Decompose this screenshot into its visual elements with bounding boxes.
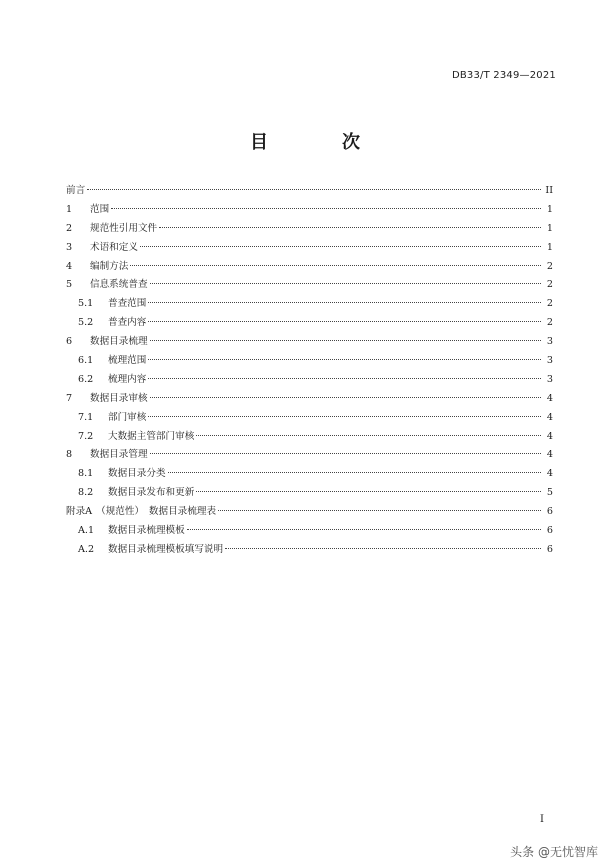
toc-entry[interactable] <box>66 371 553 390</box>
toc-entry-label: 普查内容 <box>108 317 147 329</box>
toc-entry-number: 7.2 <box>78 430 94 442</box>
toc-entry-label: 梳理范围 <box>108 355 147 367</box>
toc-entry-number: 8 <box>66 449 73 461</box>
toc-entry-number: 8.2 <box>78 487 94 499</box>
toc-leader-dots <box>187 529 541 530</box>
toc-leader-dots <box>150 453 541 454</box>
toc-entry-page: 2 <box>546 317 553 329</box>
toc-entry-page: 4 <box>546 430 553 442</box>
toc-leader-dots <box>148 321 541 322</box>
toc-entry-label: 前言 <box>66 185 86 196</box>
toc-entry-label: 数据目录梳理模板填写说明 <box>108 543 224 555</box>
toc-entry-number: A.2 <box>78 543 95 555</box>
toc-entry-label: 数据目录梳理模板 <box>108 525 185 537</box>
toc-leader-dots <box>159 227 541 228</box>
toc-entry-label: 数据目录梳理 <box>90 336 148 348</box>
toc-entry-label: 普查范围 <box>108 298 147 310</box>
toc-entry-page: 1 <box>546 222 553 234</box>
toc-entry-page: 1 <box>546 241 553 253</box>
toc-leader-dots <box>218 510 541 511</box>
toc-entry[interactable] <box>66 484 553 503</box>
toc-entry-page: 2 <box>546 298 553 310</box>
toc-leader-dots <box>196 491 541 492</box>
toc-entry-label: 梳理内容 <box>108 373 147 385</box>
toc-entry-number: 5 <box>66 279 73 291</box>
toc-entry-page: 4 <box>546 411 553 423</box>
toc-entry-number: 8.1 <box>78 468 94 480</box>
toc-entry-number: 7 <box>66 392 73 404</box>
toc-entry[interactable] <box>66 201 553 220</box>
document-code: DB33/T 2349—2021 <box>451 70 556 81</box>
toc-leader-dots <box>225 548 541 549</box>
table-of-contents <box>66 182 553 560</box>
toc-entry[interactable] <box>66 446 553 465</box>
toc-entry-page: 2 <box>546 260 553 272</box>
toc-leader-dots <box>148 359 541 360</box>
toc-leader-dots <box>87 189 541 190</box>
toc-entry-page: 5 <box>546 487 553 499</box>
toc-entry[interactable] <box>66 220 553 239</box>
toc-leader-dots <box>148 378 541 379</box>
toc-entry-label: 部门审核 <box>108 411 147 423</box>
toc-entry[interactable] <box>66 409 553 428</box>
toc-entry-page: 4 <box>546 449 553 461</box>
toc-entry-page: 3 <box>546 355 553 367</box>
toc-entry[interactable] <box>66 276 553 295</box>
toc-entry-label: 数据目录分类 <box>108 468 166 480</box>
toc-entry-number: 4 <box>66 260 73 272</box>
toc-entry-page: 3 <box>546 373 553 385</box>
toc-leader-dots <box>148 416 541 417</box>
toc-entry-page: 6 <box>546 543 553 555</box>
toc-entry-number: 2 <box>66 222 73 234</box>
toc-entry-number: A.1 <box>78 525 95 537</box>
toc-entry-label: 数据目录管理 <box>90 449 148 461</box>
toc-entry-number: 6.2 <box>78 373 94 385</box>
toc-entry-label: 术语和定义 <box>90 241 138 253</box>
toc-entry[interactable] <box>66 258 553 277</box>
page-title: 目 次 <box>250 132 388 153</box>
toc-entry-label: 数据目录发布和更新 <box>108 487 195 499</box>
toc-entry-page: 4 <box>546 468 553 480</box>
toc-entry-page: 6 <box>546 525 553 537</box>
toc-entry[interactable] <box>66 428 553 447</box>
toc-leader-dots <box>150 340 541 341</box>
toc-entry[interactable] <box>66 295 553 314</box>
toc-entry-number: 附录A <box>66 506 93 518</box>
toc-entry-label: 规范性引用文件 <box>90 222 158 234</box>
watermark: 头条 @无忧智库 <box>510 845 598 859</box>
toc-entry-number: 5.1 <box>78 298 94 310</box>
toc-leader-dots <box>168 472 541 473</box>
toc-entry-page: 2 <box>546 279 553 291</box>
page-number: I <box>540 814 544 825</box>
toc-entry[interactable] <box>66 541 553 560</box>
toc-entry-number: 6 <box>66 336 73 348</box>
toc-leader-dots <box>140 246 541 247</box>
toc-leader-dots <box>148 302 541 303</box>
toc-entry-label: 数据目录审核 <box>90 392 148 404</box>
toc-entry[interactable] <box>66 239 553 258</box>
toc-entry[interactable] <box>66 390 553 409</box>
toc-entry[interactable] <box>66 503 553 522</box>
toc-entry[interactable] <box>66 182 553 201</box>
toc-leader-dots <box>150 397 541 398</box>
toc-entry[interactable] <box>66 352 553 371</box>
toc-leader-dots <box>196 435 541 436</box>
toc-leader-dots <box>130 265 541 266</box>
toc-entry-label: 信息系统普查 <box>90 279 148 291</box>
toc-entry-label: 范围 <box>90 203 110 215</box>
toc-entry-page: 1 <box>546 203 553 215</box>
toc-entry-number: 7.1 <box>78 411 94 423</box>
toc-entry-number: 5.2 <box>78 317 94 329</box>
toc-entry-number: 6.1 <box>78 355 94 367</box>
toc-entry[interactable] <box>66 522 553 541</box>
toc-entry-page: 3 <box>546 336 553 348</box>
toc-entry[interactable] <box>66 465 553 484</box>
toc-entry-page: II <box>545 185 553 196</box>
toc-entry[interactable] <box>66 333 553 352</box>
toc-entry[interactable] <box>66 314 553 333</box>
toc-entry-number: 1 <box>66 203 73 215</box>
toc-leader-dots <box>111 208 541 209</box>
toc-entry-number: 3 <box>66 241 73 253</box>
toc-leader-dots <box>150 283 541 284</box>
toc-entry-label: 大数据主管部门审核 <box>108 430 195 442</box>
toc-entry-label: 编制方法 <box>90 260 129 272</box>
toc-entry-page: 4 <box>546 392 553 404</box>
toc-entry-page: 6 <box>546 506 553 518</box>
toc-entry-label: （规范性） 数据目录梳理表 <box>96 506 217 518</box>
